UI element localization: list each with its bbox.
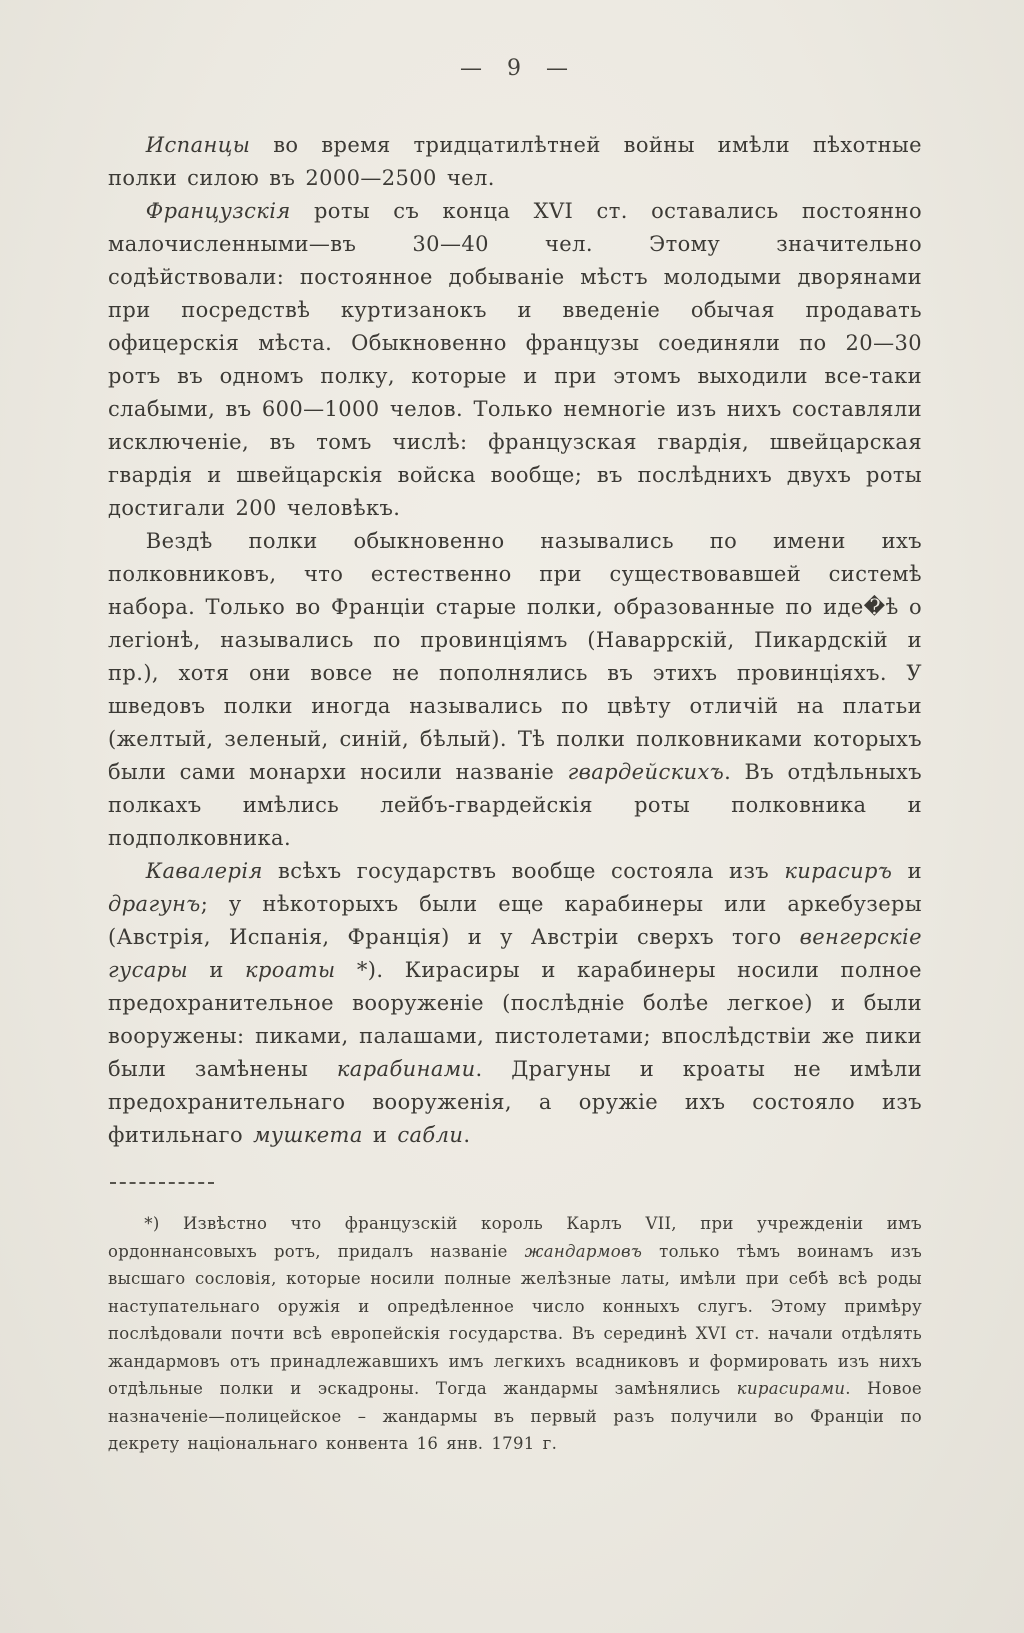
footnote-separator — [110, 1182, 214, 1184]
emphasized-text: Кавалерія — [145, 859, 263, 883]
emphasized-text: драгунъ — [108, 892, 201, 916]
footnote-paragraph — [108, 1210, 922, 1458]
paragraph — [108, 129, 922, 195]
emphasized-text: кирасирами — [736, 1379, 846, 1398]
paragraph — [108, 855, 922, 1152]
paragraph — [108, 525, 922, 855]
emphasized-text: гвардейскихъ — [567, 760, 725, 784]
emphasized-text: венгерскіе гусары — [108, 925, 922, 982]
text-run: всѣхъ государствъ вообще состояла изъ — [262, 859, 785, 883]
emphasized-text: Испанцы — [145, 133, 251, 157]
emphasized-text: кроаты — [245, 958, 336, 982]
page-number: — 9 — — [460, 56, 570, 81]
text-run: Вездѣ полки обыкновенно назывались по имени ихъ полковниковъ, что естественно при существовавшей системѣ набора. Только во Франціи старые полки, образованные по иде�ѣ о легіонѣ, назывались по провинціямъ (Наваррскій, Пикардскій и пр.), хотя они вовсе не пополнялись въ этихъ провинціяхъ. У шведовъ полки иногда назывались по цвѣту отличій на платьи (желтый, зеленый, синій, бѣлый). Тѣ полки полковниками которыхъ были сами монархи носили названіе — [108, 529, 922, 784]
emphasized-text: карабинами — [336, 1057, 476, 1081]
text-run: и — [188, 958, 245, 982]
emphasized-text: кирасиръ — [784, 859, 893, 883]
text-run: . Новое назначеніе—полицейское – жандармы въ первый разъ получили во Франціи по декрету національнаго конвента 16 янв. 1791 г. — [108, 1379, 922, 1453]
text-run: во время тридцатилѣтней войны имѣли пѣхотные полки силою въ 2000—2500 чел. — [108, 133, 922, 190]
text-run: . — [463, 1123, 471, 1147]
emphasized-text: жандармовъ — [524, 1241, 643, 1261]
text-run: роты съ конца XVI ст. оставались постоянно малочисленными—въ 30—40 чел. Этому значительно содѣйствовали: постоянное добываніе мѣстъ молодыми дворянами при посредствѣ куртизанокъ и введеніе обычая продавать офицерскія мѣста. Обыкновенно французы соединяли по 20—30 ротъ въ одномъ полку, которые и при этомъ выходили все-таки слабыми, въ 600—1000 челов. Только немногіе изъ нихъ составляли исключеніе, въ томъ числѣ: французская гвардія, швейцарская гвардія и швейцарскія войска вообще; въ послѣднихъ двухъ роты достигали 200 человѣкъ. — [108, 199, 922, 520]
footnote-text — [108, 1210, 922, 1458]
text-run: и — [892, 859, 922, 883]
main-text — [108, 129, 922, 1152]
text-run: . Въ отдѣльныхъ полкахъ имѣлись лейбъ-гвардейскія роты полковника и подполковника. — [108, 760, 922, 850]
emphasized-text: Французскія — [145, 199, 291, 223]
text-run: ; у нѣкоторыхъ были еще карабинеры или аркебузеры (Австрія, Испанія, Франція) и у Австріи сверхъ того — [108, 892, 922, 949]
text-run: *) Извѣстно что французскій король Карлъ VII, при учрежденіи имъ ордоннансовыхъ ротъ, придалъ названіе — [108, 1214, 922, 1261]
text-run: *). Кирасиры и карабинеры носили полное предохранительное вооруженіе (послѣдніе болѣе легкое) и были вооружены: пиками, палашами, пистолетами; впослѣдствіи же пики были замѣнены — [108, 958, 922, 1081]
text-run: . Драгуны и кроаты не имѣли предохранительнаго вооруженія, а оружіе ихъ состояло изъ фитильнаго — [108, 1057, 922, 1147]
text-run: и — [362, 1123, 398, 1147]
emphasized-text: мушкета — [253, 1123, 363, 1147]
paragraph — [108, 195, 922, 525]
text-run: только тѣмъ воинамъ изъ высшаго сословія, которые носили полные желѣзные латы, имѣли при себѣ всѣ роды наступательнаго оружія и опредѣленное число конныхъ слугъ. Этому примѣру послѣдовали почти всѣ европейскія государства. Въ серединѣ XVI ст. начали отдѣлять жандармовъ отъ принадлежавшихъ имъ легкихъ всадниковъ и формировать изъ нихъ отдѣльные полки и эскадроны. Тогда жандармы замѣнялись — [108, 1241, 922, 1398]
emphasized-text: сабли — [397, 1123, 464, 1147]
